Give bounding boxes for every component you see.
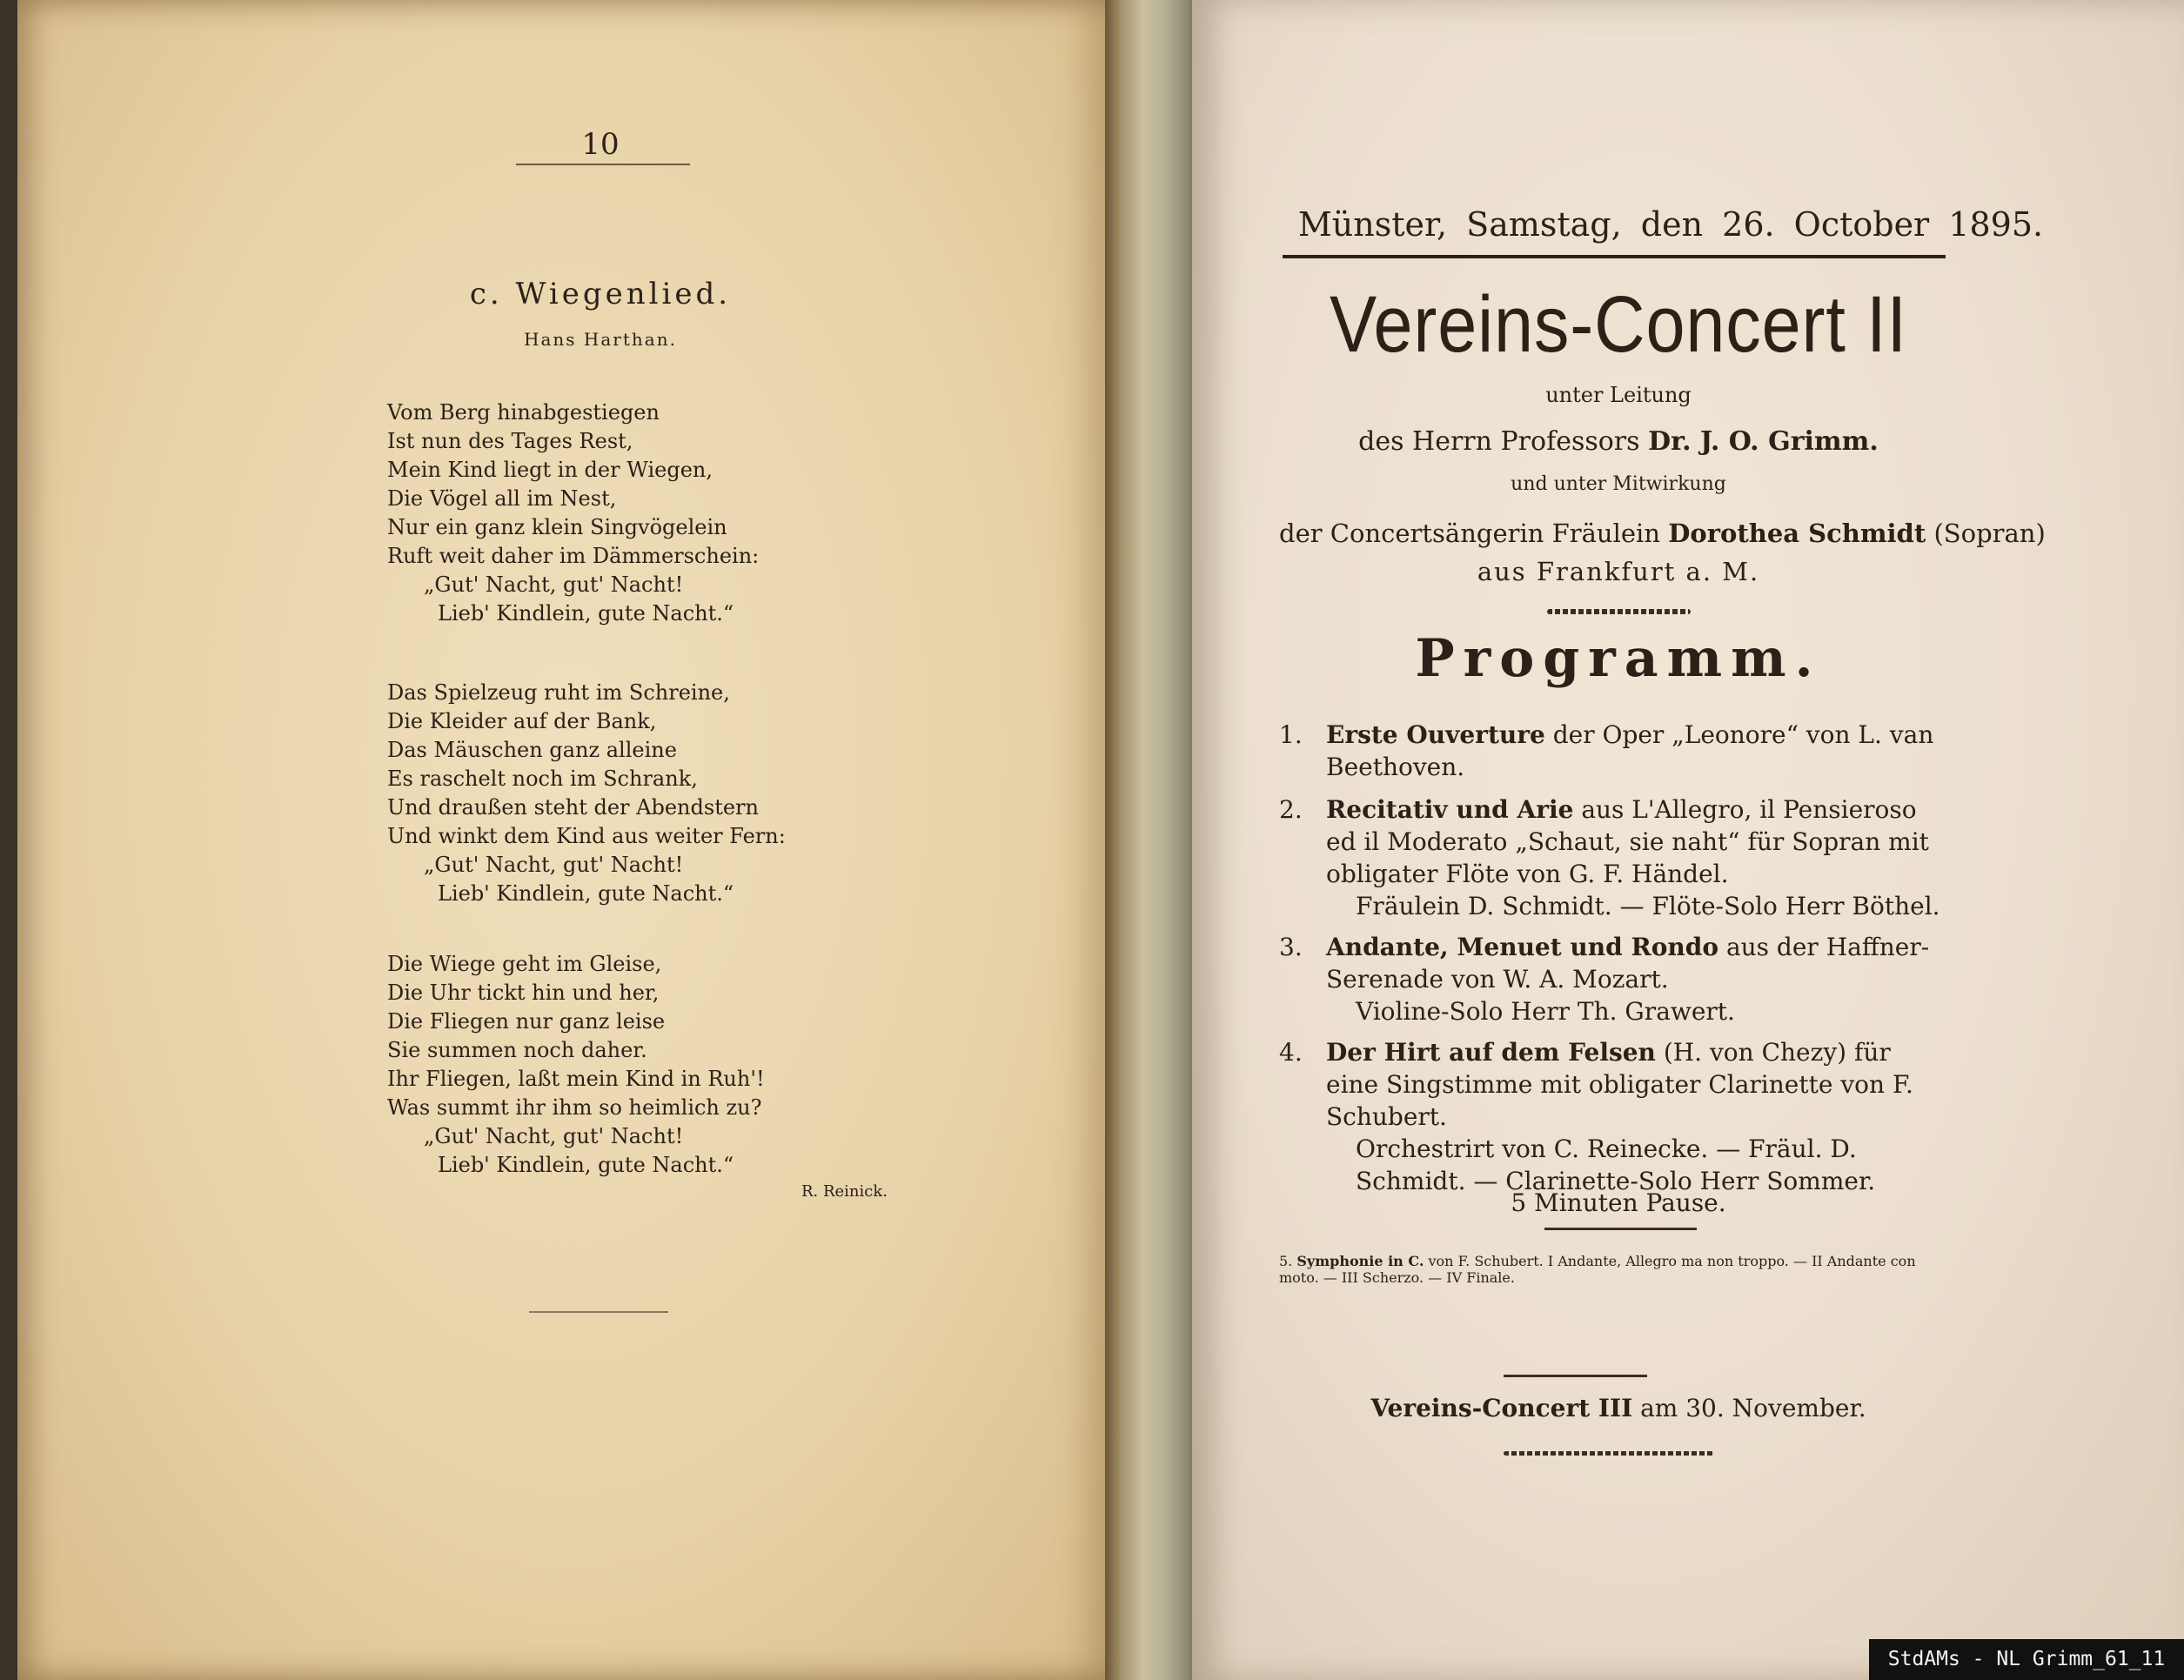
- item-performers: Orchestrirt von C. Reinecke. — Fräul. D. Schmidt. — Clarinette-Solo Herr Sommer.: [1356, 1135, 1876, 1195]
- verse-line: Und draußen steht der Abendstern: [387, 795, 759, 820]
- left-page: [17, 0, 1115, 1680]
- header-rule: [1283, 255, 1946, 258]
- verse-line: Ist nun des Tages Rest,: [387, 429, 633, 453]
- poem-title: c. Wiegenlied.: [469, 277, 732, 311]
- assist-label: und unter Mitwirkung: [1511, 473, 1726, 495]
- program-item: [1279, 1253, 1949, 1286]
- ornament-rule: [1547, 609, 1691, 614]
- refrain-line: „Gut' Nacht, gut' Nacht!: [424, 853, 684, 877]
- refrain-line: Lieb' Kindlein, gute Nacht.“: [438, 601, 734, 626]
- program-list: [1279, 719, 1949, 1197]
- ornament-rule: [1504, 1451, 1714, 1456]
- concert-title: Vereins-Concert II: [1330, 280, 1907, 369]
- verse-line: Ihr Fliegen, laßt mein Kind in Ruh'!: [387, 1067, 765, 1091]
- conductor-prefix: des Herrn Professors: [1358, 426, 1640, 457]
- program-item: [1279, 719, 1949, 783]
- refrain-line: „Gut' Nacht, gut' Nacht!: [424, 572, 684, 597]
- pause-label: 5 Minuten Pause.: [1511, 1188, 1726, 1217]
- next-concert-date: am 30. November.: [1640, 1394, 1866, 1422]
- verse-line: Ruft weit daher im Dämmerschein:: [387, 544, 760, 568]
- refrain-line: „Gut' Nacht, gut' Nacht!: [424, 1124, 684, 1148]
- verse-line: Es raschelt noch im Schrank,: [387, 766, 698, 791]
- next-concert: [1279, 1394, 1958, 1422]
- soloist-origin: aus Frankfurt a. M.: [1477, 557, 1760, 586]
- verse-line: Die Wiege geht im Gleise,: [387, 952, 662, 976]
- item-number: 4.: [1279, 1038, 1303, 1067]
- page-number: 10: [581, 127, 620, 162]
- verse-line: Nur ein ganz klein Singvögelein: [387, 515, 727, 539]
- conductor-name: Dr. J. O. Grimm.: [1648, 426, 1879, 457]
- book-gutter: [1105, 0, 1201, 1680]
- verse-line: Die Vögel all im Nest,: [387, 486, 617, 511]
- verse-line: Und winkt dem Kind aus weiter Fern:: [387, 824, 786, 848]
- item-work: Andante, Menuet und Rondo: [1326, 933, 1719, 961]
- divider-rule: [1544, 1228, 1697, 1230]
- item-work: Erste Ouverture: [1326, 720, 1545, 749]
- verse-line: Vom Berg hinabgestiegen: [387, 400, 660, 425]
- archive-label: StdAMs - NL Grimm_61_11: [1869, 1639, 2184, 1680]
- refrain-line: Lieb' Kindlein, gute Nacht.“: [438, 881, 734, 906]
- verse-line: Die Kleider auf der Bank,: [387, 709, 657, 733]
- direction-label: unter Leitung: [1545, 383, 1692, 407]
- soloist-line: [1279, 519, 2046, 548]
- footer-rule: [529, 1311, 668, 1313]
- item-text: aus der Haffner-Serenade von W. A. Mozart.: [1326, 933, 1930, 994]
- right-page: [1192, 0, 2184, 1680]
- item-performers: Violine-Solo Herr Th. Grawert.: [1356, 997, 1735, 1026]
- item-text: von F. Schubert.: [1428, 1253, 1544, 1269]
- item-text: aus L'Allegro, il Pensieroso ed il Moderato „Schaut, sie naht“ für Sopran mit obligater Flöte von G. F. Händel.: [1326, 795, 1929, 888]
- stanza-1: [387, 398, 759, 628]
- place-date: Münster, Samstag, den 26. October 1895.: [1297, 205, 2044, 244]
- program-item: [1279, 931, 1949, 1027]
- refrain-line: Lieb' Kindlein, gute Nacht.“: [438, 1153, 734, 1177]
- item-number: 1.: [1279, 720, 1303, 749]
- verse-line: Was summt ihr ihm so heimlich zu?: [387, 1095, 762, 1120]
- conductor-line: [1279, 426, 1958, 457]
- program-heading: Programm.: [1415, 628, 1822, 689]
- verse-line: Das Spielzeug ruht im Schreine,: [387, 680, 730, 705]
- poem-composer: Hans Harthan.: [524, 329, 677, 350]
- next-concert-title: Vereins-Concert III: [1370, 1394, 1633, 1422]
- item-movements: I Andante, Allegro ma non troppo. — II Andante con moto. — III Scherzo. — IV Finale.: [1279, 1253, 1916, 1286]
- verse-line: Die Uhr tickt hin und her,: [387, 981, 660, 1005]
- divider-rule: [1504, 1375, 1647, 1377]
- item-number: 2.: [1279, 795, 1303, 824]
- soloist-prefix: der Concertsängerin Fräulein: [1279, 519, 1661, 548]
- item-work: Symphonie in C.: [1296, 1253, 1424, 1269]
- soloist-name: Dorothea Schmidt: [1668, 519, 1926, 548]
- item-work: Recitativ und Arie: [1326, 795, 1574, 824]
- header-rule: [516, 164, 690, 165]
- program-item: [1279, 793, 1949, 922]
- verse-line: Mein Kind liegt in der Wiegen,: [387, 458, 713, 482]
- stanza-3: [387, 950, 765, 1180]
- verse-line: Sie summen noch daher.: [387, 1038, 647, 1062]
- stanza-2: [387, 679, 786, 908]
- poem-author: R. Reinick.: [801, 1182, 888, 1201]
- item-number: 5.: [1279, 1253, 1293, 1269]
- item-work: Der Hirt auf dem Felsen: [1326, 1038, 1656, 1067]
- program-item: [1279, 1036, 1949, 1197]
- soloist-voice: (Sopran): [1933, 519, 2046, 548]
- item-text: (H. von Chezy) für eine Singstimme mit obligater Clarinette von F. Schubert.: [1326, 1038, 1913, 1131]
- item-number: 3.: [1279, 933, 1303, 961]
- verse-line: Die Fliegen nur ganz leise: [387, 1009, 666, 1034]
- program-list-after-pause: [1279, 1253, 1949, 1286]
- item-text: der Oper „Leonore“ von L. van Beethoven.: [1326, 720, 1934, 781]
- item-performers: Fräulein D. Schmidt. — Flöte-Solo Herr Böthel.: [1356, 892, 1940, 920]
- verse-line: Das Mäuschen ganz alleine: [387, 738, 677, 762]
